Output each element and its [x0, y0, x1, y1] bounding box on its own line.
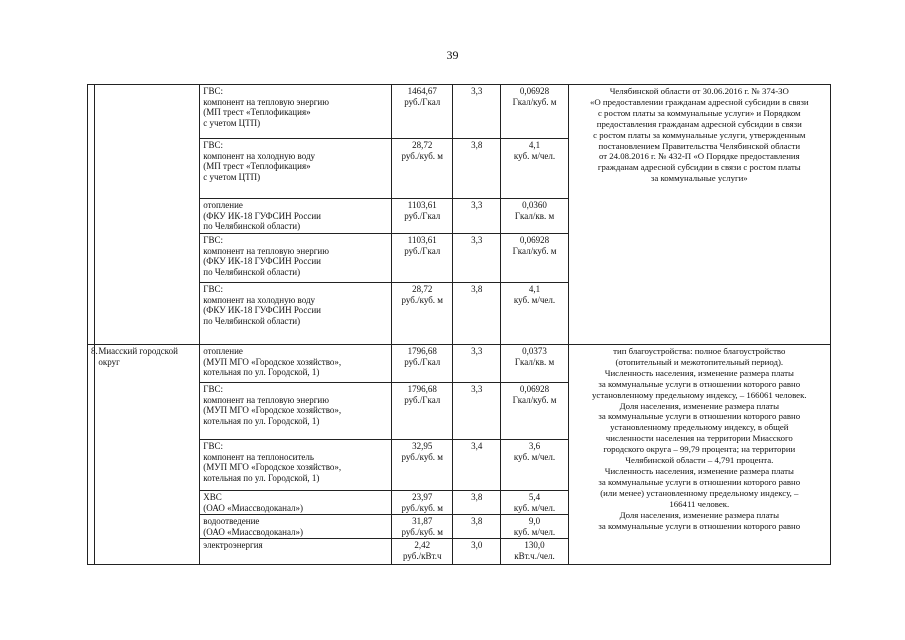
- index-cell: [453, 139, 501, 199]
- text-line: руб./кВт.ч: [402, 550, 442, 561]
- text-line: (МУП МГО «Городское хозяйство»,: [203, 405, 342, 415]
- price-cell: [392, 515, 453, 539]
- text-line: отопление: [203, 200, 243, 210]
- table-row: [88, 345, 831, 383]
- text-line: 4,1: [528, 140, 541, 150]
- price-cell: [392, 345, 453, 383]
- text-line: компонент на тепловую энергию: [203, 394, 329, 405]
- page-number: 39: [446, 48, 459, 62]
- text-line: руб./Гкал: [404, 356, 441, 367]
- text-line: компонент на холодную воду: [203, 150, 316, 161]
- service-cell: [200, 85, 392, 139]
- text-line: 2,42: [414, 540, 431, 550]
- text-line: Численность населения, изменение размера платы: [604, 465, 794, 476]
- text-line: куб. м/чел.: [513, 451, 556, 462]
- text-line: куб. м/чел.: [513, 150, 556, 161]
- text-line: 32,95: [412, 441, 433, 451]
- text-line: с учетом ЦТП): [203, 117, 261, 128]
- text-line: 0,06928: [519, 86, 550, 96]
- text-line: (МУП МГО «Городское хозяйство»,: [203, 356, 342, 367]
- text-line: котельная по ул. Городской, 1): [203, 472, 320, 483]
- text-line: за коммунальные услуги в отношении которого равно: [598, 411, 801, 422]
- text-line: 0,06928: [519, 235, 550, 245]
- text-line: 166411 человек.: [669, 498, 730, 509]
- note-cell: [568, 85, 830, 345]
- norm-cell: [501, 515, 568, 539]
- row-number-cell: [88, 85, 95, 345]
- note-cell: [568, 345, 830, 565]
- text-line: ГВС:: [203, 284, 223, 294]
- text-line: 28,72: [412, 140, 433, 150]
- municipality-cell: [95, 85, 200, 345]
- table-row: [88, 85, 831, 139]
- price-cell: [392, 199, 453, 234]
- text-line: ХВС: [203, 492, 222, 502]
- text-line: за коммунальные услуги в отношении которого равно: [598, 520, 801, 531]
- text-line: Гкал/куб. м: [512, 394, 557, 405]
- index-cell: [453, 283, 501, 345]
- text-line: (ФКУ ИК-18 ГУФСИН России: [203, 256, 321, 266]
- text-line: 1796,68: [407, 346, 437, 356]
- text-line: компонент на тепловую энергию: [203, 96, 329, 107]
- index-value: 3,3: [471, 200, 483, 210]
- norm-cell: [501, 440, 568, 491]
- index-cell: [453, 345, 501, 383]
- text-line: предоставления гражданам адресной субсидии в связи: [596, 118, 802, 129]
- text-line: руб./куб. м: [401, 502, 443, 513]
- text-line: (МП трест «Теплофикация»: [203, 161, 311, 171]
- text-line: Доля населения, изменение размера платы: [619, 400, 779, 411]
- text-line: округ: [98, 356, 120, 367]
- text-line: 4,1: [528, 284, 541, 294]
- text-line: руб./куб. м: [401, 150, 443, 161]
- text-line: «О предоставлении гражданам адресной субсидии в связи: [589, 96, 809, 107]
- text-line: ГВС:: [203, 86, 223, 96]
- price-cell: [392, 383, 453, 440]
- text-line: от 24.08.2016 г. № 432-П «О Порядке предоставления: [598, 151, 800, 162]
- index-cell: [453, 85, 501, 139]
- text-line: гражданам адресной субсидии в связи с ростом платы: [597, 162, 801, 173]
- price-cell: [392, 440, 453, 491]
- text-line: городского округа – 99,79 процента; на территории: [603, 444, 796, 455]
- service-cell: [200, 139, 392, 199]
- norm-cell: [501, 139, 568, 199]
- text-line: Гкал/кв. м: [514, 210, 555, 221]
- index-cell: [453, 491, 501, 515]
- text-line: ГВС:: [203, 235, 223, 245]
- text-line: водоотведение: [203, 516, 260, 526]
- text-line: по Челябинской области): [203, 315, 301, 326]
- text-line: (ОАО «Миассводоканал»): [203, 502, 304, 513]
- norm-cell: [501, 491, 568, 515]
- text-line: за коммунальные услуги в отношении которого равно: [598, 476, 801, 487]
- price-cell: [392, 283, 453, 345]
- municipality-cell: [95, 345, 200, 565]
- index-value: 3,0: [471, 540, 483, 550]
- price-cell: [392, 139, 453, 199]
- text-line: Гкал/куб. м: [512, 96, 557, 107]
- service-cell: [200, 440, 392, 491]
- text-line: компонент на тепловую энергию: [203, 245, 329, 256]
- text-line: 1464,67: [407, 86, 437, 96]
- text-line: 0,0373: [522, 346, 547, 356]
- text-line: по Челябинской области): [203, 266, 301, 277]
- text-line: Доля населения, изменение размера платы: [619, 509, 779, 520]
- text-line: кВт.ч./чел.: [514, 550, 555, 561]
- price-cell: [392, 539, 453, 565]
- text-line: 0,06928: [519, 384, 550, 394]
- norm-cell: [501, 234, 568, 283]
- text-line: ГВС:: [203, 384, 223, 394]
- text-line: руб./куб. м: [401, 451, 443, 462]
- norm-cell: [501, 539, 568, 565]
- text-line: с ростом платы за коммунальные услуги» и Порядком: [597, 107, 801, 118]
- text-line: куб. м/чел.: [513, 526, 556, 537]
- index-cell: [453, 199, 501, 234]
- service-cell: [200, 234, 392, 283]
- index-cell: [453, 440, 501, 491]
- text-line: 5,4: [528, 492, 541, 502]
- text-line: 130,0: [524, 540, 545, 550]
- text-line: с ростом платы за коммунальные услуги, утвержденным: [593, 129, 806, 140]
- text-line: руб./куб. м: [401, 526, 443, 537]
- text-line: 23,97: [412, 492, 433, 502]
- text-line: (МУП МГО «Городское хозяйство»,: [203, 462, 342, 472]
- text-line: ГВС:: [203, 441, 223, 451]
- text-line: постановлением Правительства Челябинской области: [598, 140, 801, 151]
- text-line: (МП трест «Теплофикация»: [203, 107, 311, 117]
- service-cell: [200, 283, 392, 345]
- text-line: куб. м/чел.: [513, 294, 556, 305]
- text-line: (отопительный и межотопительный период).: [615, 356, 784, 367]
- text-line: установленному предельному индексу, в общей: [610, 422, 789, 433]
- index-value: 3,8: [471, 140, 483, 150]
- text-line: тип благоустройства: полное благоустройство: [613, 346, 786, 356]
- row-number: 8.: [91, 346, 98, 356]
- service-cell: [200, 515, 392, 539]
- index-value: 3,8: [471, 492, 483, 502]
- text-line: компонент на теплоноситель: [203, 451, 315, 462]
- index-cell: [453, 515, 501, 539]
- text-line: Челябинской области от 30.06.2016 г. № 374-ЗО: [609, 86, 789, 96]
- text-line: 0,0360: [522, 200, 547, 210]
- text-line: (ФКУ ИК-18 ГУФСИН России: [203, 305, 321, 315]
- price-cell: [392, 234, 453, 283]
- index-value: 3,3: [471, 384, 483, 394]
- text-line: ГВС:: [203, 140, 223, 150]
- index-cell: [453, 234, 501, 283]
- text-line: руб./Гкал: [404, 394, 441, 405]
- text-line: по Челябинской области): [203, 221, 301, 231]
- text-line: установленному предельному индексу, – 166061 человек.: [592, 389, 807, 400]
- text-line: (ФКУ ИК-18 ГУФСИН России: [203, 210, 321, 221]
- text-line: отопление: [203, 346, 243, 356]
- text-line: Миасский городской: [98, 346, 178, 356]
- norm-cell: [501, 85, 568, 139]
- text-line: численности населения на территории Миасского: [605, 433, 793, 444]
- service-cell: [200, 539, 392, 565]
- text-line: руб./Гкал: [404, 245, 441, 256]
- text-line: (или менее) установленному предельному индексу, –: [600, 487, 799, 498]
- text-line: с учетом ЦТП): [203, 171, 261, 182]
- index-value: 3,8: [471, 516, 483, 526]
- text-line: компонент на холодную воду: [203, 294, 316, 305]
- price-cell: [392, 491, 453, 515]
- text-line: руб./куб. м: [401, 294, 443, 305]
- text-line: 1796,68: [407, 384, 437, 394]
- text-line: Гкал/куб. м: [512, 245, 557, 256]
- text-line: Численность населения, изменение размера платы: [604, 367, 794, 378]
- text-line: за коммунальные услуги в отношении которого равно: [598, 378, 801, 389]
- text-line: котельная по ул. Городской, 1): [203, 415, 320, 426]
- text-line: Гкал/кв. м: [514, 356, 555, 367]
- tariff-table: [87, 84, 831, 565]
- text-line: 31,87: [412, 516, 433, 526]
- text-line: 3,6: [528, 441, 541, 451]
- text-line: руб./Гкал: [404, 96, 441, 107]
- index-value: 3,4: [471, 441, 483, 451]
- text-line: Челябинской области – 4,791 процента.: [625, 455, 774, 466]
- index-value: 3,3: [471, 235, 483, 245]
- text-line: электроэнергия: [203, 540, 263, 550]
- norm-cell: [501, 345, 568, 383]
- norm-cell: [501, 383, 568, 440]
- service-cell: [200, 199, 392, 234]
- text-line: 1103,61: [407, 200, 437, 210]
- text-line: куб. м/чел.: [513, 502, 556, 513]
- text-line: котельная по ул. Городской, 1): [203, 367, 320, 377]
- index-value: 3,3: [471, 86, 483, 96]
- text-line: за коммунальные услуги»: [650, 173, 748, 184]
- index-value: 3,3: [471, 346, 483, 356]
- price-cell: [392, 85, 453, 139]
- index-value: 3,8: [471, 284, 483, 294]
- index-cell: [453, 539, 501, 565]
- index-cell: [453, 383, 501, 440]
- service-cell: [200, 491, 392, 515]
- norm-cell: [501, 199, 568, 234]
- service-cell: [200, 383, 392, 440]
- text-line: (ОАО «Миассводоканал»): [203, 526, 304, 537]
- row-number-cell: [88, 345, 98, 565]
- text-line: 28,72: [412, 284, 433, 294]
- service-cell: [200, 345, 392, 383]
- text-line: 1103,61: [407, 235, 437, 245]
- text-line: 9,0: [528, 516, 541, 526]
- norm-cell: [501, 283, 568, 345]
- text-line: руб./Гкал: [404, 210, 441, 221]
